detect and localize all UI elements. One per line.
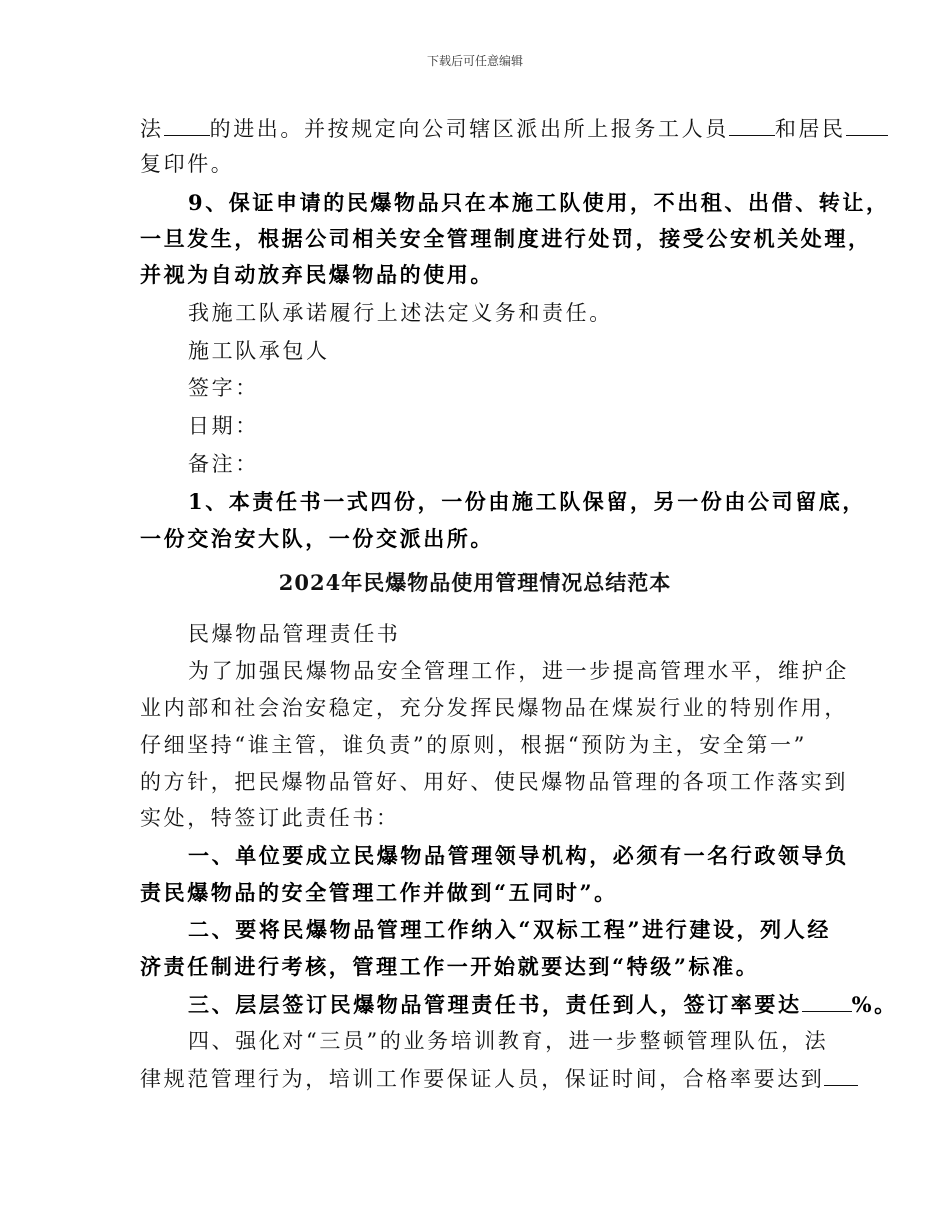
paragraph-line: 9、保证申请的民爆物品只在本施工队使用，不出租、出借、转让，	[188, 190, 890, 215]
paragraph-line: 仔细坚持“谁主管，谁负责”的原则，根据“预防为主，安全第一”	[140, 733, 807, 757]
remarks-label: 备注：	[188, 452, 259, 476]
paragraph-line: 我施工队承诺履行上述法定义务和责任。	[188, 301, 613, 325]
date-label: 日期：	[188, 414, 259, 438]
paragraph-line: 施工队承包人	[188, 339, 330, 363]
section-title: 2024年民爆物品使用管理情况总结范本	[278, 570, 672, 595]
paragraph-line: 律规范管理行为，培训工作要保证人员，保证时间，合格率要达到	[140, 1063, 858, 1094]
fill-blank	[802, 989, 852, 1012]
paragraph-line: 济责任制进行考核，管理工作一开始就要达到“特级”标准。	[140, 954, 760, 979]
paragraph-line: 为了加强民爆物品安全管理工作，进一步提高管理水平，维护企	[188, 659, 849, 683]
paragraph-line: 的方针，把民爆物品管好、用好、使民爆物品管理的各项工作落实到	[140, 770, 848, 794]
page-header: 下载后可任意编辑	[426, 54, 523, 68]
paragraph-line: 三、层层签订民爆物品管理责任书，责任到人，签订率要达 %。	[188, 989, 898, 1020]
paragraph-line: 民爆物品管理责任书	[188, 622, 401, 646]
paragraph-line: 四、强化对“三员”的业务培训教育，进一步整顿管理队伍，法	[188, 1029, 829, 1053]
paragraph-line: 实处，特签订此责任书：	[140, 806, 400, 830]
fill-blank	[164, 113, 210, 136]
signature-label: 签字：	[188, 376, 259, 400]
fill-blank	[729, 113, 775, 136]
paragraph-line: 业内部和社会治安稳定，充分发挥民爆物品在煤炭行业的特别作用，	[140, 696, 848, 720]
paragraph-line: 一、单位要成立民爆物品管理领导机构，必须有一名行政领导负	[188, 843, 849, 868]
paragraph-line: 并视为自动放弃民爆物品的使用。	[140, 262, 494, 287]
paragraph-line: 1、本责任书一式四份，一份由施工队保留，另一份由公司留底，	[188, 489, 867, 514]
paragraph-line: 责民爆物品的安全管理工作并做到“五同时”。	[140, 880, 618, 905]
paragraph-line: 二、要将民爆物品管理工作纳入“双标工程”进行建设，列人经	[188, 917, 831, 942]
paragraph-line: 一份交治安大队，一份交派出所。	[140, 526, 494, 551]
paragraph-line: 一旦发生，根据公司相关安全管理制度进行处罚，接受公安机关处理，	[140, 226, 872, 251]
paragraph-line: 复印件。	[140, 152, 235, 176]
fill-blank	[846, 113, 888, 136]
paragraph-line: 法 的进出。并按规定向公司辖区派出所上报务工人员 和居民	[140, 113, 888, 144]
fill-blank	[824, 1063, 858, 1086]
